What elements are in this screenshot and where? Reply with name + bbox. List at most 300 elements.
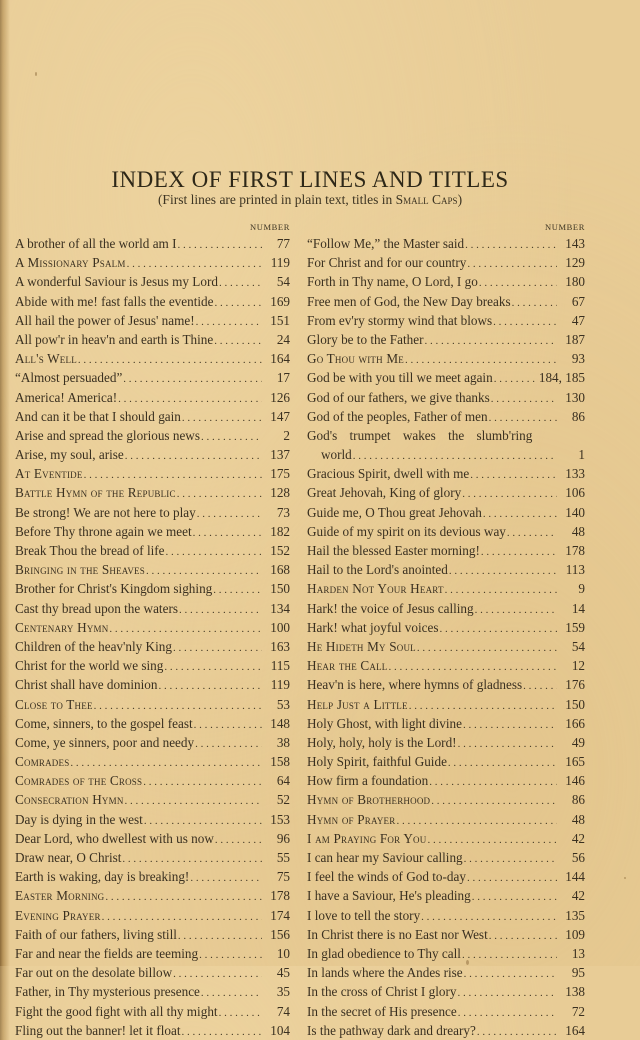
hymn-number: 164 — [270, 351, 290, 367]
index-entry — [15, 272, 290, 291]
entry-title: Hark! the voice of Jesus calling — [307, 600, 474, 616]
entry-title: I am Praying For You — [307, 830, 427, 846]
index-entry — [15, 330, 290, 349]
dot-leader — [470, 466, 557, 483]
hymn-number: 35 — [276, 984, 290, 1000]
dot-leader — [421, 908, 557, 925]
index-entry — [307, 867, 585, 886]
dot-leader — [396, 812, 557, 829]
hymn-number: 10 — [276, 945, 290, 961]
hymn-number: 113 — [565, 562, 585, 578]
hymn-number: 95 — [571, 965, 585, 981]
entry-title: Arise, my soul, arise — [15, 447, 124, 463]
entry-title: And can it be that I should gain — [15, 408, 181, 424]
column-header-number: NUMBER — [250, 222, 290, 232]
entry-title: Cast thy bread upon the waters — [15, 600, 178, 616]
index-entry — [307, 579, 585, 598]
entry-title: Hail to the Lord's anointed — [307, 562, 448, 578]
entry-title: Dear Lord, who dwellest with us now — [15, 830, 214, 846]
index-entry — [307, 906, 585, 925]
dot-leader — [481, 543, 557, 560]
entry-title: Holy Ghost, with light divine — [307, 715, 462, 731]
index-entry — [15, 829, 290, 848]
hymn-number: 56 — [571, 850, 585, 865]
index-column-left — [15, 220, 290, 1040]
hymn-number: 104 — [270, 1022, 290, 1038]
dot-leader — [219, 1004, 262, 1021]
dot-leader — [489, 927, 557, 944]
hymn-number: 156 — [270, 926, 290, 942]
hymn-number: 72 — [571, 1003, 585, 1019]
entry-title: God's trumpet wakes the slumb'ring — [307, 427, 533, 443]
index-entry — [307, 599, 585, 618]
dot-leader — [458, 735, 557, 752]
index-entry — [15, 714, 290, 733]
hymn-number: 9 — [578, 581, 585, 597]
dot-leader — [477, 1023, 557, 1040]
dot-leader — [457, 984, 557, 1001]
entry-title: Fling out the banner! let it float — [15, 1022, 181, 1038]
entry-title: Be strong! We are not here to play — [15, 504, 196, 520]
index-entry — [15, 1002, 290, 1021]
hymn-number: 175 — [270, 466, 290, 482]
hymn-number: 77 — [276, 236, 290, 251]
entry-title: How firm a foundation — [307, 773, 429, 789]
hymn-number: 135 — [565, 907, 585, 923]
index-entry — [307, 829, 585, 848]
entry-title: Hail the blessed Easter morning! — [307, 543, 480, 558]
dot-leader — [389, 658, 557, 675]
index-entry — [307, 253, 585, 272]
index-entry — [15, 982, 290, 1001]
hymn-number: 150 — [270, 581, 290, 597]
index-entry — [307, 771, 585, 790]
entry-title: Consecration Hymn — [15, 792, 124, 808]
entry-title: Evening Prayer — [15, 907, 101, 923]
index-entry — [307, 656, 585, 675]
hymn-number: 14 — [571, 600, 585, 616]
hymn-number: 93 — [571, 351, 585, 367]
hymn-number: 184, 185 — [538, 370, 585, 386]
paper-speck — [466, 960, 469, 965]
index-entry — [307, 925, 585, 944]
index-entry — [15, 503, 290, 522]
hymn-number: 148 — [270, 715, 290, 731]
index-entry — [307, 618, 585, 637]
index-entry — [15, 541, 290, 560]
entry-title: Far out on the desolate billow — [15, 965, 173, 981]
dot-leader — [78, 351, 262, 368]
dot-leader — [196, 313, 262, 330]
dot-leader — [462, 946, 557, 963]
hymn-number: 52 — [276, 792, 290, 808]
entry-title: Before Thy throne again we meet — [15, 523, 192, 539]
entry-title: Gracious Spirit, dwell with me — [307, 466, 470, 482]
hymn-number: 133 — [565, 466, 585, 482]
entry-title: God be with you till we meet again — [307, 370, 493, 386]
dot-leader — [353, 447, 557, 464]
entry-title: Brother for Christ's Kingdom sighing — [15, 581, 213, 597]
dot-leader — [429, 773, 557, 790]
dot-leader — [465, 236, 557, 253]
hymn-number: 2 — [283, 427, 290, 443]
entry-title: Children of the heav'nly King — [15, 638, 172, 654]
entry-title: All's Well — [15, 351, 77, 367]
hymn-number: 140 — [565, 504, 585, 520]
dot-leader — [177, 485, 262, 502]
entry-title: God of the peoples, Father of men — [307, 408, 488, 424]
hymn-number: 144 — [565, 869, 585, 885]
hymn-number: 13 — [571, 945, 585, 961]
entry-title: Day is dying in the west — [15, 811, 143, 827]
entry-title: Glory be to the Father — [307, 331, 424, 347]
entry-title: Help Just a Little — [307, 696, 408, 712]
dot-leader — [166, 543, 262, 560]
dot-leader — [523, 677, 557, 694]
entry-title: Guide me, O Thou great Jehovah — [307, 504, 482, 520]
index-entry — [307, 637, 585, 656]
dot-leader — [164, 658, 262, 675]
index-entry — [307, 464, 585, 483]
hymn-number: 158 — [270, 754, 290, 770]
hymn-number: 74 — [276, 1003, 290, 1019]
hymn-number: 147 — [270, 408, 290, 424]
entry-title: Christ for the world we sing — [15, 658, 164, 674]
dot-leader — [493, 313, 557, 330]
entry-title: Close to Thee — [15, 696, 93, 712]
entry-title: I have a Saviour, He's pleading — [307, 888, 471, 904]
index-entry — [15, 637, 290, 656]
index-entry — [15, 656, 290, 675]
hymn-number: 168 — [270, 562, 290, 578]
entry-title: Hymn of Prayer — [307, 811, 396, 827]
index-entry — [15, 560, 290, 579]
entry-title: “Almost persuaded” — [15, 370, 123, 386]
index-entry — [307, 810, 585, 829]
paper-speck — [35, 72, 37, 76]
hymn-number: 42 — [571, 888, 585, 904]
dot-leader — [463, 716, 557, 733]
index-entry — [15, 483, 290, 502]
page-title: INDEX OF FIRST LINES AND TITLES — [111, 167, 509, 193]
index-column-right — [307, 220, 585, 1040]
index-entry — [307, 886, 585, 905]
hymn-number: 150 — [565, 696, 585, 712]
hymn-number: 126 — [270, 389, 290, 405]
hymn-number: 106 — [565, 485, 585, 501]
entry-title: All pow'r in heav'n and earth is Thine — [15, 331, 214, 347]
dot-leader — [479, 274, 557, 291]
dot-leader — [467, 255, 557, 272]
entry-title: A Missionary Psalm — [15, 255, 126, 271]
dot-leader — [109, 620, 262, 637]
index-entry — [307, 752, 585, 771]
index-entry — [15, 867, 290, 886]
entry-title: In the secret of His presence — [307, 1003, 457, 1019]
hymn-number: 53 — [276, 696, 290, 712]
dot-leader — [173, 965, 262, 982]
index-entry — [15, 752, 290, 771]
index-entry — [15, 253, 290, 272]
entry-title: A wonderful Saviour is Jesus my Lord — [15, 274, 218, 290]
entry-title: Father, in Thy mysterious presence — [15, 984, 200, 1000]
entry-title: Centenary Hymn — [15, 619, 109, 635]
entry-title: Earth is waking, day is breaking! — [15, 869, 190, 885]
hymn-number: 48 — [571, 523, 585, 539]
index-entry — [15, 522, 290, 541]
index-entry — [15, 848, 290, 867]
dot-leader — [417, 639, 557, 656]
dot-leader — [178, 927, 262, 944]
dot-leader — [105, 888, 262, 905]
entry-title: world — [321, 447, 352, 463]
hymn-number: 86 — [571, 792, 585, 808]
index-entry — [15, 790, 290, 809]
entry-title: “Follow Me,” the Master said — [307, 236, 465, 251]
index-entry — [307, 541, 585, 560]
dot-leader — [193, 524, 262, 541]
dot-leader — [483, 505, 557, 522]
index-entry — [307, 272, 585, 291]
entry-title: Is the pathway dark and dreary? — [307, 1022, 476, 1038]
index-entry — [307, 292, 585, 311]
dot-leader — [449, 562, 557, 579]
dot-leader — [439, 620, 557, 637]
subtitle-smallcaps: Small Caps — [395, 192, 458, 207]
index-entry — [15, 234, 290, 253]
index-entry — [307, 522, 585, 541]
hymn-number: 178 — [565, 543, 585, 558]
entry-title: God of our fathers, we give thanks — [307, 389, 490, 405]
hymn-number: 129 — [565, 255, 585, 271]
index-entry — [15, 579, 290, 598]
index-entry — [15, 349, 290, 368]
dot-leader — [475, 601, 557, 618]
index-entry — [15, 1021, 290, 1040]
hymn-number: 119 — [270, 677, 290, 693]
entry-title: From ev'ry stormy wind that blows — [307, 312, 493, 328]
entry-title: Fight the good fight with all thy might — [15, 1003, 218, 1019]
dot-leader — [462, 485, 557, 502]
entry-title: Comrades — [15, 754, 70, 770]
entry-title: Forth in Thy name, O Lord, I go — [307, 274, 478, 290]
hymn-number: 182 — [270, 523, 290, 539]
dot-leader — [219, 274, 262, 291]
dot-leader — [427, 831, 557, 848]
index-entry — [15, 292, 290, 311]
hymn-number: 49 — [571, 734, 585, 750]
dot-leader — [464, 850, 557, 867]
entry-title: Arise and spread the glorious news — [15, 427, 200, 443]
index-entry — [307, 388, 585, 407]
hymn-number: 159 — [565, 619, 585, 635]
dot-leader — [118, 390, 262, 407]
hymn-number: 115 — [270, 658, 290, 674]
hymn-number: 187 — [565, 331, 585, 347]
paper-speck — [624, 877, 626, 879]
entry-title: Bringing in the Sheaves — [15, 562, 145, 578]
dot-leader — [178, 236, 262, 253]
index-entry — [307, 982, 585, 1001]
index-entry — [307, 445, 585, 464]
entry-title: Holy Spirit, faithful Guide — [307, 754, 447, 770]
dot-leader — [159, 677, 263, 694]
hymn-number: 54 — [571, 638, 585, 654]
index-entry — [307, 426, 585, 445]
entry-title: Draw near, O Christ — [15, 850, 122, 865]
index-entry — [307, 311, 585, 330]
hymn-number: 165 — [565, 754, 585, 770]
hymn-number: 96 — [276, 830, 290, 846]
subtitle-prefix: (First lines are printed in plain text, titles in — [157, 192, 396, 207]
hymn-number: 45 — [276, 965, 290, 981]
entry-list-left — [15, 234, 290, 1040]
hymn-number: 137 — [270, 447, 290, 463]
dot-leader — [84, 466, 262, 483]
entry-title: Hark! what joyful voices — [307, 619, 439, 635]
dot-leader — [512, 294, 557, 311]
hymn-number: 42 — [571, 830, 585, 846]
subtitle-suffix: ) — [457, 192, 463, 207]
entry-title: I love to tell the story — [307, 907, 421, 923]
hymn-number: 153 — [270, 811, 290, 827]
index-entry — [15, 695, 290, 714]
dot-leader — [127, 255, 262, 272]
index-entry — [307, 234, 585, 253]
dot-leader — [494, 370, 535, 387]
hymn-number: 12 — [571, 658, 585, 674]
entry-title: Heav'n is here, where hymns of gladness — [307, 677, 523, 693]
hymn-number: 75 — [276, 869, 290, 885]
index-entry — [15, 311, 290, 330]
dot-leader — [199, 946, 262, 963]
entry-title: At Eventide — [15, 466, 83, 482]
dot-leader — [173, 639, 262, 656]
index-entry — [15, 445, 290, 464]
dot-leader — [445, 581, 557, 598]
index-entry — [307, 1002, 585, 1021]
hymn-number: 180 — [565, 274, 585, 290]
dot-leader — [201, 428, 262, 445]
index-entry — [15, 368, 290, 387]
entry-title: Come, ye sinners, poor and needy — [15, 734, 195, 750]
hymn-number: 54 — [276, 274, 290, 290]
hymn-number: 178 — [270, 888, 290, 904]
entry-title: Break Thou the bread of life — [15, 543, 165, 558]
index-entry — [307, 848, 585, 867]
index-entry — [15, 464, 290, 483]
dot-leader — [409, 697, 557, 714]
entry-title: In the cross of Christ I glory — [307, 984, 457, 1000]
entry-title: Hymn of Brotherhood — [307, 792, 431, 808]
entry-title: Comrades of the Cross — [15, 773, 143, 789]
entry-title: In glad obedience to Thy call — [307, 945, 461, 961]
entry-title: Free men of God, the New Day breaks — [307, 293, 511, 309]
dot-leader — [507, 524, 557, 541]
entry-title: In Christ there is no East nor West — [307, 926, 488, 942]
hymn-number: 151 — [270, 312, 290, 328]
dot-leader — [182, 409, 262, 426]
hymn-number: 47 — [571, 312, 585, 328]
index-entry — [15, 810, 290, 829]
index-entry — [307, 368, 585, 387]
dot-leader — [214, 294, 262, 311]
dot-leader — [464, 965, 557, 982]
entry-title: I can hear my Saviour calling — [307, 850, 463, 865]
index-entry — [15, 963, 290, 982]
hymn-number: 130 — [565, 389, 585, 405]
page-subtitle — [0, 192, 620, 208]
hymn-number: 55 — [276, 850, 290, 865]
index-entry — [15, 618, 290, 637]
index-entry — [15, 771, 290, 790]
hymn-number: 86 — [571, 408, 585, 424]
index-entry — [15, 925, 290, 944]
hymn-number: 152 — [270, 543, 290, 558]
hymn-number: 143 — [565, 236, 585, 251]
dot-leader — [214, 332, 262, 349]
hymn-number: 64 — [276, 773, 290, 789]
dot-leader — [194, 716, 262, 733]
entry-title: Harden Not Your Heart — [307, 581, 444, 597]
index-entry — [307, 1021, 585, 1040]
dot-leader — [491, 390, 557, 407]
entry-title: For Christ and for our country — [307, 255, 467, 271]
dot-leader — [195, 735, 262, 752]
dot-leader — [201, 984, 262, 1001]
index-entry — [307, 503, 585, 522]
index-entry — [15, 388, 290, 407]
hymn-number: 176 — [565, 677, 585, 693]
entry-title: He Hideth My Soul — [307, 638, 416, 654]
hymn-number: 134 — [270, 600, 290, 616]
index-entry — [307, 330, 585, 349]
hymn-number: 38 — [276, 734, 290, 750]
dot-leader — [424, 332, 557, 349]
index-entry — [15, 407, 290, 426]
index-entry — [15, 599, 290, 618]
index-entry — [307, 483, 585, 502]
dot-leader — [190, 869, 262, 886]
hymn-number: 164 — [565, 1022, 585, 1038]
hymn-number: 128 — [270, 485, 290, 501]
hymn-number: 169 — [270, 293, 290, 309]
hymn-number: 17 — [276, 370, 290, 386]
hymn-number: 73 — [276, 504, 290, 520]
dot-leader — [215, 831, 262, 848]
dot-leader — [467, 869, 557, 886]
entry-title: Battle Hymn of the Republic — [15, 485, 176, 501]
dot-leader — [143, 773, 262, 790]
dot-leader — [472, 888, 557, 905]
dot-leader — [489, 409, 557, 426]
entry-title: Hear the Call — [307, 658, 388, 674]
dot-leader — [213, 581, 262, 598]
dot-leader — [146, 562, 262, 579]
hymn-number: 24 — [276, 331, 290, 347]
dot-leader — [448, 754, 557, 771]
entry-title: In lands where the Andes rise — [307, 965, 463, 981]
dot-leader — [458, 1004, 557, 1021]
index-entry — [15, 886, 290, 905]
entry-title: America! America! — [15, 389, 118, 405]
entry-title: Come, sinners, to the gospel feast — [15, 715, 193, 731]
index-entry — [307, 944, 585, 963]
index-entry — [307, 560, 585, 579]
index-entry — [307, 733, 585, 752]
hymn-number: 166 — [565, 715, 585, 731]
dot-leader — [94, 697, 262, 714]
